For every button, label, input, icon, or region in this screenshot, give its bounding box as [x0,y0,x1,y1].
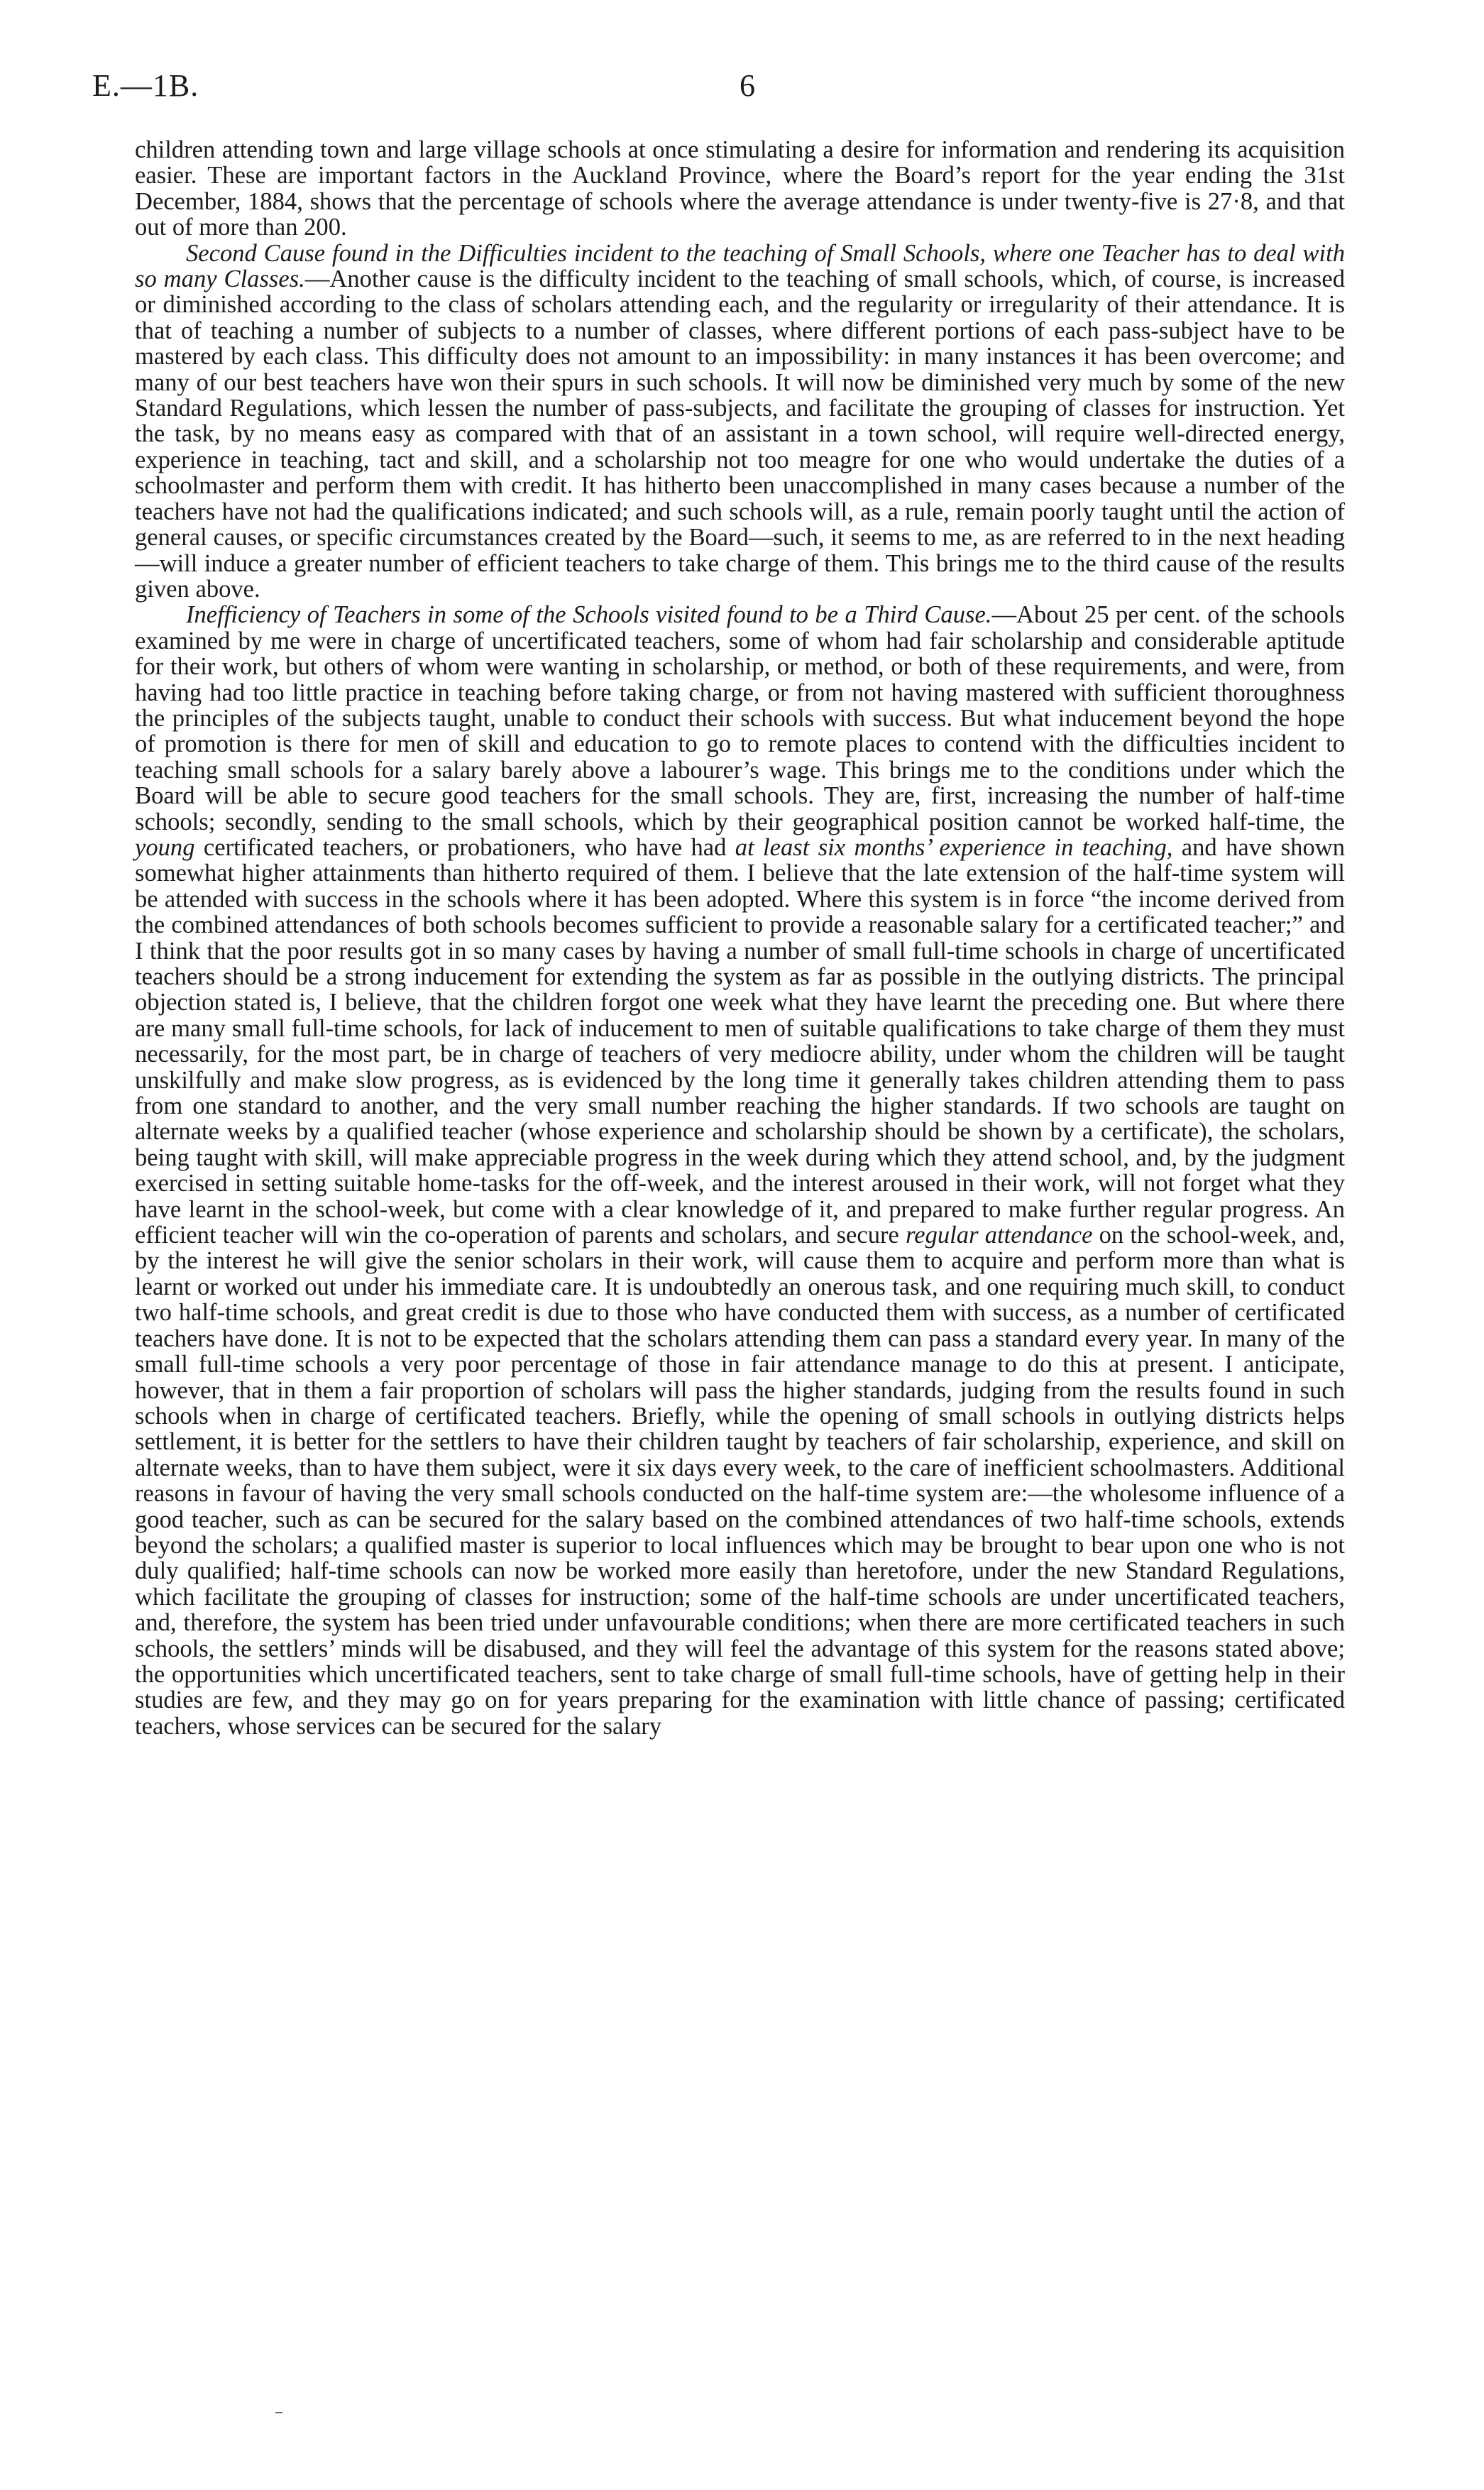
document-reference: E.—1B. [92,68,199,103]
paragraph-second-cause [135,241,1345,603]
section-heading-second-cause: Second Cause found in the Difficulties incident to the teaching of Small Schools, where one Teacher has to deal with so many Classes. [135,239,1345,293]
section-heading-third-cause: Inefficiency of Teachers in some of the Schools visited found to be a Third Cause. [186,601,992,629]
emphasis-experience: at least six months’ experience in teaching, [735,833,1173,861]
emphasis-young: young [135,833,195,861]
paragraph-text: certificated teachers, or probationers, who have had [194,833,735,861]
body-text [135,137,1345,1739]
paragraph-text: on the school-week, and, by the interest he will give the senior scholars in their work, will cause them to acquire and perform more than what is learnt or worked out under his immediate care. It is undoubtedly an onerous task, and one requiring much skill, to conduct two half-time schools, and great credit is due to those who have conducted them with success, as a number of certificated teachers have done. It is not to be expected that the scholars attending them can pass a standard every year. In many of the small full-time schools a very poor percentage of those in fair attendance manage to do this at present. I anticipate, however, that in them a fair proportion of scholars will pass the higher standards, judging from the results found in such schools when in charge of certificated teachers. Briefly, while the opening of small schools in outlying districts helps settlement, it is better for the settlers to have their children taught by teachers of fair scholarship, experience, and skill on alternate weeks, than to have them subject, were it six days every week, to the care of inefficient schoolmasters. Additional reasons in favour of having the very small schools conducted on the half-time system are:—the wholesome influence of a good teacher, such as can be secured for the salary based on the combined attendances of two half-time schools, extends beyond the scholars; a qualified master is superior to local influences which may be brought to bear upon one who is not duly qualified; half-time schools can now be worked more easily than heretofore, under the new Standard Regulations, which facilitate the grouping of classes for instruction; some of the half-time schools are under uncertificated teachers, and, therefore, the system has been tried under unfavourable conditions; when there are more certificated teachers in such schools, the settlers’ minds will be disabused, and they will feel the advantage of this system for the reasons stated above; the opportunities which uncertificated teachers, sent to take charge of small full-time schools, have of getting help in their studies are few, and they may go on for years preparing for the examination with little chance of passing; certificated teachers, whose services can be secured for the salary [135,1222,1345,1740]
page-number: 6 [740,68,755,103]
paragraph-text: —Another cause is the difficulty incident to the teaching of small schools, which, of course, is increased or diminished according to the class of scholars attending each, and the regularity or irregularity of their attendance. It is that of teaching a number of subjects to a number of classes, where different portions of each pass-subject have to be mastered by each class. This difficulty does not amount to an impossibility: in many instances it has been overcome; and many of our best teachers have won their spurs in such schools. It will now be diminished very much by some of the new Standard Regulations, which lessen the number of pass-subjects, and facilitate the grouping of classes for instruction. Yet the task, by no means easy as compared with that of an assistant in a town school, will require well-directed energy, experience in teaching, tact and skill, and a scholarship not too meagre for one who would undertake the duties of a schoolmaster and perform them with credit. It has hitherto been unaccomplished in many cases because a number of the teachers have not had the qualifications indicated; and such schools will, as a rule, remain poorly taught until the action of general causes, or specific circumstances created by the Board—such, it seems to me, as are referred to in the next heading—will induce a greater number of efficient teachers to take charge of them. This brings me to the third cause of the results given above. [135,265,1345,603]
paragraph-text: and have shown somewhat higher attainments than hitherto required of them. I believe that the late extension of the half-time system will be attended with success in the schools where it has been adopted. Where this system is in force “the income derived from the combined attendances of both schools becomes sufficient to provide a reasonable salary for a certificated teacher;” and I think that the poor results got in so many cases by having a number of small full-time schools in charge of uncertificated teachers should be a strong inducement for extending the system as far as possible in the outlying districts. The principal objection stated is, I believe, that the children forgot one week what they have learnt the preceding one. But where there are many small full-time schools, for lack of inducement to men of suitable qualifications to take charge of them they must necessarily, for the most part, be in charge of teachers of very mediocre ability, under whom the children will be taught unskilfully and make slow progress, as is evidenced by the long time it generally takes children attending them to pass from one standard to another, and the very small number reaching the higher standards. If two schools are taught on alternate weeks by a qualified teacher (whose experience and scholarship should be shown by a certificate), the scholars, being taught with skill, will make appreciable progress in the week during which they attend school, and, by the judgment exercised in setting suitable home-tasks for the off-week, and the interest aroused in their work, will not forget what they have learnt in the school-week, but come with a clear knowledge of it, and prepared to make further regular progress. An efficient teacher will win the co-operation of parents and scholars, and secure [135,833,1345,1249]
running-header [92,67,1356,110]
paragraph-text: children attending town and large village schools at once stimulating a desire for information and rendering its acquisition easier. These are important factors in the Auckland Province, where the Board’s report for the year ending the 31st December, 1884, shows that the percentage of schools where the average attendance is under twenty-five is 27·8, and that out of more than 200. [135,136,1345,241]
paragraph-continuation [135,137,1345,241]
paragraph-text: —About 25 per cent. of the schools examined by me were in charge of uncertificated teachers, some of whom had fair scholarship and considerable aptitude for their work, but others of whom were wanting in scholarship, or method, or both of these requirements, and were, from having had too little practice in teaching before taking charge, or from not having mastered with sufficient thoroughness the principles of the subjects taught, unable to conduct their schools with success. But what inducement beyond the hope of promotion is there for men of skill and education to go to remote places to contend with the difficulties incident to teaching small schools for a salary barely above a labourer’s wage. This brings me to the conditions under which the Board will be able to secure good teachers for the small schools. They are, first, increasing the number of half-time schools; secondly, sending to the small schools, which by their geographical position cannot be worked half-time, the [135,601,1345,835]
scan-mark [275,2412,282,2413]
emphasis-regular-attendance: regular attendance [906,1222,1093,1249]
paragraph-third-cause [135,602,1345,1739]
